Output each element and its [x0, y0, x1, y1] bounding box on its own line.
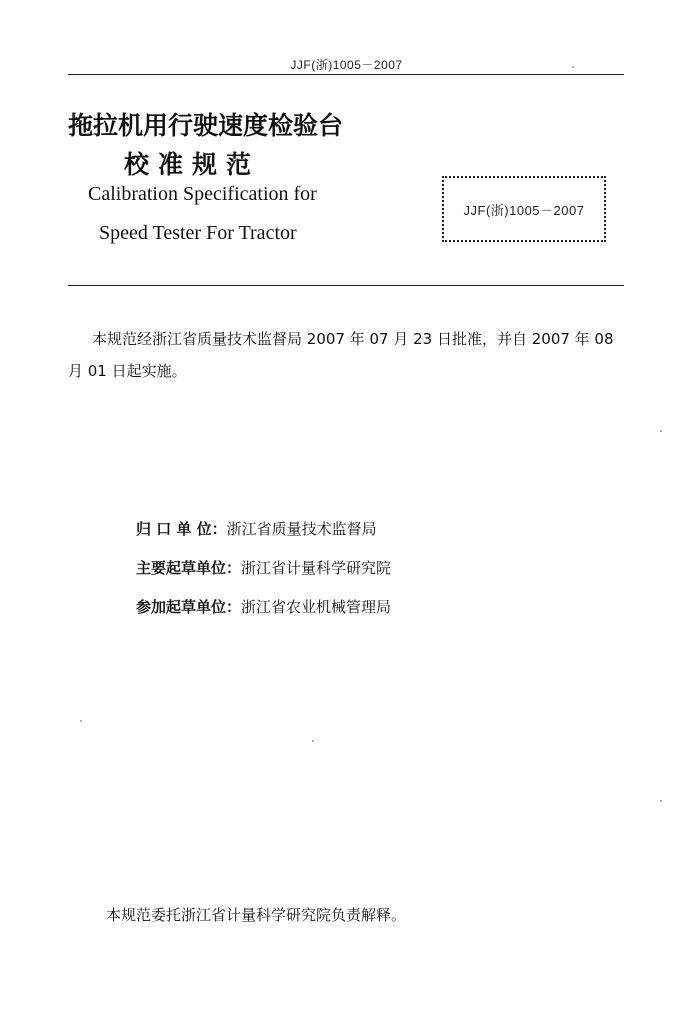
standard-code-box [442, 176, 606, 242]
scan-speck [572, 66, 574, 68]
org-label: 主要起草单位： [136, 559, 242, 577]
title-english-line2: Speed Tester For Tractor [99, 222, 297, 244]
title-chinese-line1: 拖拉机用行驶速度检验台 [68, 111, 344, 140]
org-row-centralized-unit [136, 518, 377, 539]
org-label: 参加起草单位： [136, 598, 242, 616]
org-value: 浙江省计量科学研究院 [241, 559, 392, 577]
scan-speck [660, 800, 662, 802]
org-row-participating-drafting-unit [136, 596, 391, 617]
header-divider [68, 74, 624, 75]
approval-statement: 本规范经浙江省质量技术监督局 2007 年 07 月 23 日批准，并自 2007 年 08 月 01 日起实施。 [68, 330, 614, 380]
standard-code: JJF(浙)1005－2007 [463, 202, 585, 218]
title-divider [68, 285, 624, 286]
scan-speck [312, 740, 314, 742]
scan-speck [80, 720, 82, 722]
org-value: 浙江省农业机械管理局 [241, 598, 392, 616]
title-english-line1: Calibration Specification for [88, 183, 317, 205]
scan-speck [660, 430, 662, 432]
interpretation-note: 本规范委托浙江省计量科学研究院负责解释。 [106, 906, 407, 924]
org-value: 浙江省质量技术监督局 [226, 520, 377, 538]
header-standard-code: JJF(浙)1005－2007 [290, 58, 403, 72]
title-chinese-line2: 校准规范 [124, 150, 261, 179]
org-label: 归 口 单 位： [136, 520, 227, 538]
org-row-main-drafting-unit [136, 557, 391, 578]
